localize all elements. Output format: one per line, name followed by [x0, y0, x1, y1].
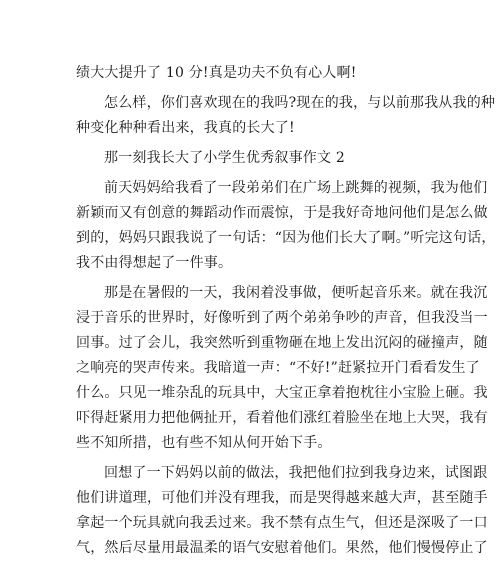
paragraph-text-line: 吓得赶紧用力把他俩扯开，看着他们涨红着脸坐在地上大哭，我有 — [76, 410, 488, 426]
paragraph-text-line: 种变化种种看出来，我真的长大了! — [76, 120, 295, 136]
paragraph-text-line: 怎么样，你们喜欢现在的我吗?现在的我，与以前那我从我的种 — [104, 95, 496, 111]
paragraph-text-line: 我不由得想起了一件事。 — [76, 255, 233, 271]
paragraph-text-line: 些不知所措，也有些不知从何开始下手。 — [76, 435, 332, 451]
paragraph-text-line: 浸于音乐的世界时，好像听到了两个弟弟争吵的声音，但我没当一 — [76, 310, 488, 326]
paragraph-text-line: 前天妈妈给我看了一段弟弟们在广场上跳舞的视频，我为他们 — [104, 180, 488, 196]
paragraph-text-line: 绩大大提升了 10 分!真是功夫不负有心人啊! — [76, 65, 357, 81]
paragraph-text-line: 气，然后尽量用最温柔的语气安慰着他们。果然，他们慢慢停止了 — [76, 540, 488, 556]
paragraph-text-line: 回事。过了会儿，我突然听到重物砸在地上发出沉闷的碰撞声，随 — [76, 335, 488, 351]
paragraph-text-line: 那是在暑假的一天，我闲着没事做，便听起音乐来。就在我沉 — [104, 285, 488, 301]
paragraph-text-line: 他们讲道理，可他们并没有理我，而是哭得越来越大声，甚至随手 — [76, 490, 488, 506]
paragraph-text-line: 什么。只见一堆杂乱的玩具中，大宝正拿着抱枕往小宝脸上砸。我 — [76, 385, 488, 401]
paragraph-text-line: 新颖而又有创意的舞蹈动作而震惊，于是我好奇地问他们是怎么做 — [76, 205, 488, 221]
paragraph-text-line: 拿起一个玩具就向我丢过来。我不禁有点生气，但还是深吸了一口 — [76, 515, 488, 531]
section-title: 那一刻我长大了小学生优秀叙事作文 2 — [104, 150, 345, 166]
paragraph-text-line: 回想了一下妈妈以前的做法，我把他们拉到我身边来，试图跟 — [104, 465, 488, 481]
paragraph-text-line: 之响亮的哭声传来。我暗道一声：“不好!”赶紧拉开门看看发生了 — [76, 360, 480, 376]
paragraph-text-line: 到的，妈妈只跟我说了一句话：“因为他们长大了啊。”听完这句话， — [76, 230, 496, 246]
